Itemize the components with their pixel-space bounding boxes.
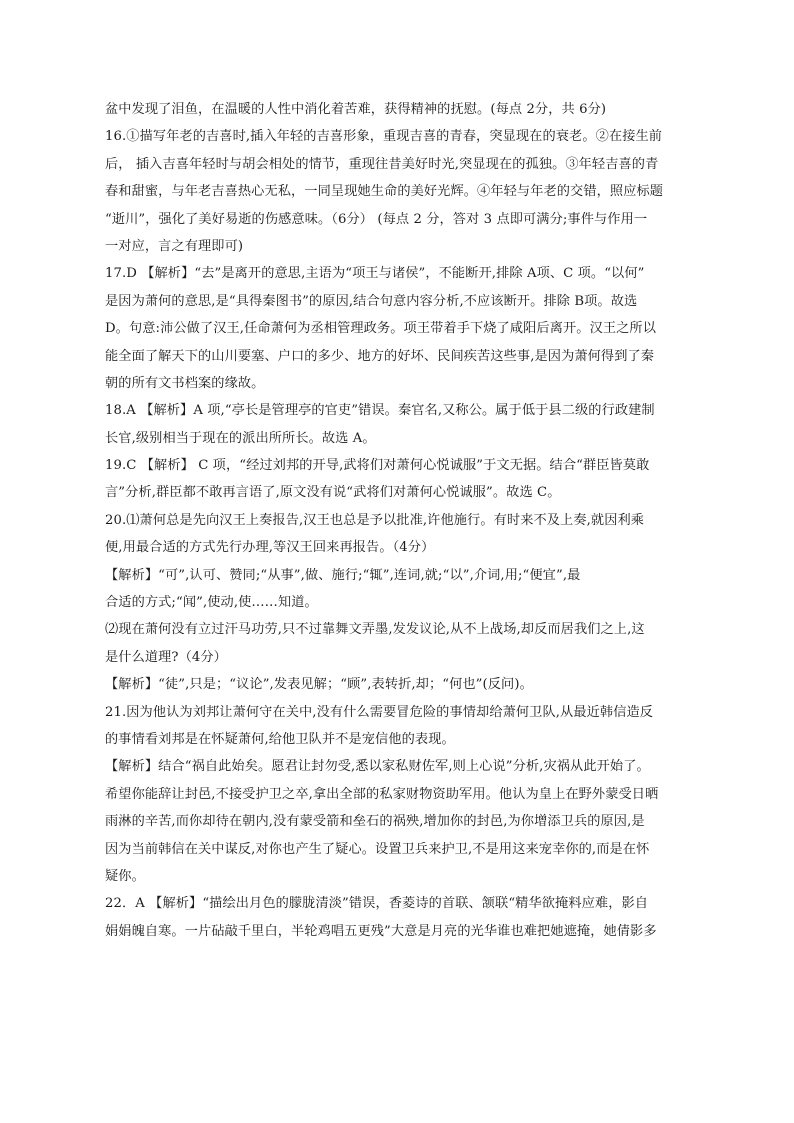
text-line: 能全面了解天下的山川要塞、户口的多少、地方的好坏、民间疾苦这些事,是因为萧何得到了秦 xyxy=(105,348,655,364)
text-line: D。句意:沛公做了汉王,任命萧何为丞相管理政务。项王带着手下烧了咸阳后离开。汉王之所以 xyxy=(105,321,657,337)
text-line: 希望你能辞让封邑,不接受护卫之卒,拿出全部的私家财物资助军用。他认为皇上在野外蒙受日晒 xyxy=(105,786,659,802)
text-line: 便,用最合适的方式先行办理,等汉王回来再报告。（4分） xyxy=(105,540,435,556)
text-line: 22．A 【解析】“描绘出月色的朦胧清淡”错误，香菱诗的首联、颔联“精华欲掩料应难，影自 xyxy=(105,896,649,912)
answer-text-body xyxy=(105,96,705,945)
text-line: 是什么道理?（4分） xyxy=(105,649,227,665)
text-line: 17.D 【解析】“去”是离开的意思,主语为“项王与诸侯”，不能断开,排除 A项、C 项。“以何” xyxy=(105,266,645,282)
text-line: 朝的所有文书档案的缘故。 xyxy=(105,375,265,391)
text-line: 言”分析,群臣都不敢再言语了,原文没有说“武将们对萧何心悦诚服”。故选 C。 xyxy=(105,485,561,501)
text-line: 的事情看刘邦是在怀疑萧何,给他卫队并不是宠信他的表现。 xyxy=(105,731,455,747)
text-line: 合适的方式;“闻”,使动,使……知道。 xyxy=(105,595,318,611)
text-line: 21.因为他认为刘邦让萧何守在关中,没有什么需要冒危险的事情却给萧何卫队,从最近韩信造反 xyxy=(105,704,654,720)
text-line: 娟娟魄自寒。一片砧敲千里白，半轮鸡唱五更残”大意是月亮的光华谁也难把她遮掩，她倩影多 xyxy=(105,923,657,939)
text-line: 是因为萧何的意思,是“具得秦图书”的原因,结合句意内容分析,不应该断开。排除 B项。故选 xyxy=(105,293,638,309)
text-line: 因为当前韩信在关中谋反,对你也产生了疑心。设置卫兵来护卫,不是用这来宠幸你的,而是在怀 xyxy=(105,841,650,857)
text-line: 【解析】结合“祸自此始矣。愿君让封勿受,悉以家私财佐军,则上心说”分析,灾祸从此开始了。 xyxy=(105,759,650,775)
text-line: 19.C 【解析】 C 项，“经过刘邦的开导,武将们对萧何心悦诚服”于文无据。结合“群臣皆莫敢 xyxy=(105,458,650,474)
text-line: 后， 插入吉喜年轻时与胡会相处的情节，重现往昔美好时光,突显现在的孤独。③年轻吉喜的青 xyxy=(105,156,659,172)
text-line: 长官,级别相当于现在的派出所所长。故选 A。 xyxy=(105,430,376,446)
text-line: ⑵现在萧何没有立过汗马功劳,只不过靠舞文弄墨,发发议论,从不上战场,却反而居我们之上,这 xyxy=(105,622,645,638)
text-line: 疑你。 xyxy=(105,868,145,884)
text-line: 春和甜蜜，与年老吉喜热心无私，一同呈现她生命的美好光辉。④年轻与年老的交错，照应标题 xyxy=(105,184,664,200)
text-line: 18.A 【解析】A 项,“亭长是管理亭的官吏”错误。秦官名,又称公。属于低于县二级的行政建制 xyxy=(105,403,655,419)
text-line: 20.⑴萧何总是先向汉王上奏报告,汉王也总是予以批准,许他施行。有时来不及上奏,就因利乘 xyxy=(105,512,645,528)
text-line: 【解析】“徒”,只是；“议论”,发表见解；“顾”,表转折,却；“何也”(反问)。 xyxy=(105,677,533,693)
text-line: 16.①描写年老的吉喜时,插入年轻的吉喜形象，重现吉喜的青春，突显现在的衰老。②在接生前 xyxy=(105,129,663,145)
text-line: 雨淋的辛苦,而你却待在朝内,没有蒙受箭和垒石的祸殃,增加你的封邑,为你增添卫兵的原因,是 xyxy=(105,814,645,830)
text-line: “逝川”，强化了美好易逝的伤感意味。（6分） (每点 2 分，答对 3 点即可满分;事件与作用一 xyxy=(105,211,648,227)
text-line: 【解析】“可”,认可、赞同;“从事”,做、施行;“辄”,连词,就;“以”,介词,用;“便宜”,最 xyxy=(105,567,581,583)
text-line: 一对应，言之有理即可) xyxy=(105,238,244,254)
text-line: 盆中发现了泪鱼，在温暖的人性中消化着苦难，获得精神的抚慰。(每点 2分，共 6分) xyxy=(105,102,607,117)
